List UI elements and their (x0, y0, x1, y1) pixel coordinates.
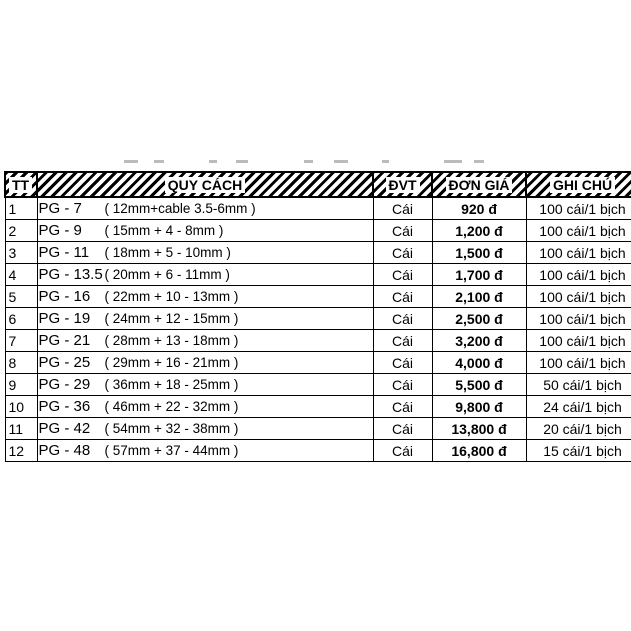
cropped-text-remnant (4, 156, 628, 168)
cell-spec: ( 36mm + 18 - 25mm ) (104, 377, 239, 392)
cell-quy-cach (37, 286, 373, 308)
cell-dvt: Cái (373, 352, 432, 374)
cell-tt: 4 (5, 264, 37, 286)
table-row (5, 308, 631, 330)
table-row (5, 330, 631, 352)
header-ghi-chu: GHI CHÚ (526, 172, 631, 197)
table-row (5, 440, 631, 462)
cell-spec: ( 57mm + 37 - 44mm ) (104, 443, 239, 458)
cell-quy-cach (37, 330, 373, 352)
table-row (5, 374, 631, 396)
cell-tt: 12 (5, 440, 37, 462)
cell-quy-cach (37, 352, 373, 374)
cell-price: 16,800 đ (432, 440, 526, 462)
cell-price: 1,500 đ (432, 242, 526, 264)
cell-code: PG - 42 (38, 420, 91, 437)
cell-price: 4,000 đ (432, 352, 526, 374)
cell-spec: ( 28mm + 13 - 18mm ) (104, 333, 239, 348)
cell-code: PG - 19 (38, 310, 91, 327)
cell-dvt: Cái (373, 396, 432, 418)
cell-note: 50 cái/1 bịch (526, 374, 631, 396)
cell-spec: ( 15mm + 4 - 8mm ) (104, 223, 224, 238)
cell-quy-cach (37, 308, 373, 330)
cell-spec: ( 20mm + 6 - 11mm ) (104, 267, 230, 282)
cell-spec: ( 29mm + 16 - 21mm ) (104, 355, 239, 370)
cell-note: 24 cái/1 bịch (526, 396, 631, 418)
cell-note: 100 cái/1 bịch (526, 197, 631, 220)
cell-dvt: Cái (373, 330, 432, 352)
cell-code: PG - 25 (38, 354, 91, 371)
cell-price: 13,800 đ (432, 418, 526, 440)
cell-code: PG - 9 (38, 222, 82, 239)
cell-dvt: Cái (373, 197, 432, 220)
cell-quy-cach (37, 396, 373, 418)
cell-spec: ( 54mm + 32 - 38mm ) (104, 421, 239, 436)
cell-spec: ( 22mm + 10 - 13mm ) (104, 289, 239, 304)
cell-price: 1,700 đ (432, 264, 526, 286)
cell-code: PG - 21 (38, 332, 91, 349)
cell-code: PG - 48 (38, 442, 91, 459)
cell-spec: ( 18mm + 5 - 10mm ) (104, 245, 231, 260)
cell-dvt: Cái (373, 220, 432, 242)
header-quy-cach: QUY CÁCH (37, 172, 373, 197)
header-tt: TT (5, 172, 37, 197)
cell-spec: ( 12mm+cable 3.5-6mm ) (104, 201, 256, 216)
cell-code: PG - 7 (38, 200, 82, 217)
table-row (5, 352, 631, 374)
cell-tt: 10 (5, 396, 37, 418)
cell-code: PG - 29 (38, 376, 91, 393)
cell-dvt: Cái (373, 286, 432, 308)
cell-note: 100 cái/1 bịch (526, 308, 631, 330)
cell-note: 15 cái/1 bịch (526, 440, 631, 462)
table-header-row (5, 172, 631, 197)
cell-tt: 5 (5, 286, 37, 308)
cell-dvt: Cái (373, 418, 432, 440)
cell-code: PG - 36 (38, 398, 91, 415)
cell-code: PG - 13.5 (38, 266, 103, 283)
cell-price: 1,200 đ (432, 220, 526, 242)
cell-price: 9,800 đ (432, 396, 526, 418)
cell-quy-cach (37, 242, 373, 264)
cell-dvt: Cái (373, 242, 432, 264)
table-row (5, 264, 631, 286)
cell-note: 100 cái/1 bịch (526, 352, 631, 374)
cell-tt: 1 (5, 197, 37, 220)
cell-quy-cach (37, 264, 373, 286)
cell-price: 2,100 đ (432, 286, 526, 308)
cell-note: 100 cái/1 bịch (526, 242, 631, 264)
cell-quy-cach (37, 440, 373, 462)
cell-tt: 8 (5, 352, 37, 374)
header-dvt: ĐVT (373, 172, 432, 197)
cell-dvt: Cái (373, 308, 432, 330)
cell-code: PG - 11 (38, 244, 90, 261)
table-row (5, 242, 631, 264)
cell-dvt: Cái (373, 440, 432, 462)
table-row (5, 220, 631, 242)
table-row (5, 418, 631, 440)
cell-note: 100 cái/1 bịch (526, 330, 631, 352)
table-row (5, 197, 631, 220)
cell-spec: ( 24mm + 12 - 15mm ) (104, 311, 239, 326)
cell-tt: 11 (5, 418, 37, 440)
table-row (5, 286, 631, 308)
price-table (4, 171, 628, 462)
cell-tt: 6 (5, 308, 37, 330)
cell-tt: 2 (5, 220, 37, 242)
cell-note: 100 cái/1 bịch (526, 286, 631, 308)
cell-spec: ( 46mm + 22 - 32mm ) (104, 399, 239, 414)
cell-note: 100 cái/1 bịch (526, 264, 631, 286)
cell-price: 3,200 đ (432, 330, 526, 352)
cell-price: 5,500 đ (432, 374, 526, 396)
cell-tt: 3 (5, 242, 37, 264)
cell-tt: 7 (5, 330, 37, 352)
cell-note: 100 cái/1 bịch (526, 220, 631, 242)
cell-quy-cach (37, 418, 373, 440)
cell-tt: 9 (5, 374, 37, 396)
cell-quy-cach (37, 374, 373, 396)
cell-note: 20 cái/1 bịch (526, 418, 631, 440)
cell-price: 2,500 đ (432, 308, 526, 330)
cell-quy-cach (37, 220, 373, 242)
cell-quy-cach (37, 197, 373, 220)
cell-code: PG - 16 (38, 288, 91, 305)
cell-dvt: Cái (373, 264, 432, 286)
cell-dvt: Cái (373, 374, 432, 396)
table-row (5, 396, 631, 418)
cell-price: 920 đ (432, 197, 526, 220)
header-don-gia: ĐƠN GIÁ (432, 172, 526, 197)
